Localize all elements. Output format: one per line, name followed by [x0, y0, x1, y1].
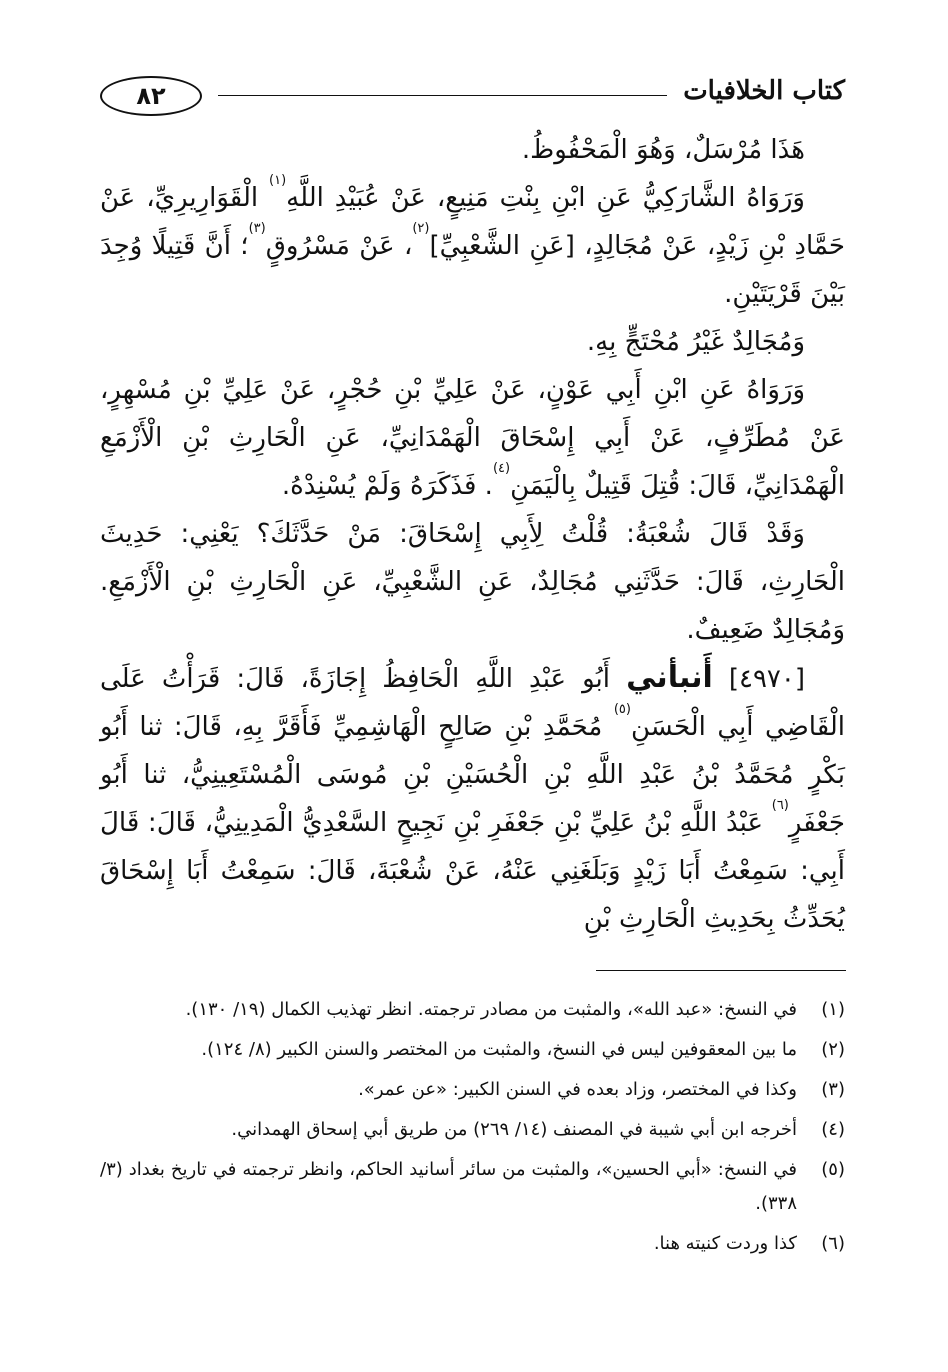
text-run: . فَذَكَرَهُ وَلَمْ يُسْنِدْهُ. [281, 471, 493, 501]
text-run: الْقَوَارِيرِيِّ، عَنْ حَمَّادِ بْنِ زَيْدٍ، عَنْ مُجَالِدٍ، [عَنِ الشَّعْبِيِّ] [100, 183, 845, 261]
footnote-ref: (٤) [492, 461, 511, 476]
hadith-number: [٤٩٧٠] [728, 664, 805, 694]
main-text [100, 126, 845, 943]
text-run: مُحَمَّدِ بْنِ صَالِحٍ الْهَاشِمِيِّ فَأَقَرَّ بِهِ، قَالَ: ثنا أَبُو بَكْرٍ مُحَمَّدُ بْنُ عَبْدِ اللَّهِ بْنِ الْحُسَيْنِ بْنِ مُوسَى الْمُسْتَعِينِيُّ، ثنا أَبُو جَعْفَرٍ [100, 712, 845, 838]
footnote-ref: (٥) [613, 702, 631, 717]
footnote-ref: (٢) [412, 221, 430, 236]
footnote-text: ما بين المعقوفين ليس في النسخ، والمثبت من المختصر والسنن الكبير (٨/ ١٢٤). [201, 1039, 797, 1060]
footnote-separator [596, 970, 846, 971]
page-number: ٨٢ [136, 82, 166, 110]
paragraph [100, 318, 845, 366]
header-rule [218, 95, 667, 96]
footnote-number: (٣) [821, 1079, 845, 1100]
footnote-text: وكذا في المختصر، وزاد بعده في السنن الكبير: «عن عمر». [358, 1079, 797, 1100]
footnote-item [100, 1227, 845, 1261]
book-title: كتاب الخلافيات [683, 76, 845, 106]
text-run: عَبْدُ اللَّهِ بْنُ عَلِيِّ بْنِ جَعْفَرِ بْنِ نَجِيحٍ السَّعْدِيُّ الْمَدِينِيُّ، قَالَ: قَالَ أَبِي: سَمِعْتُ أَبَا زَيْدٍ وَبَلَغَنِي عَنْهُ، عَنْ شُعْبَةَ، قَالَ: سَمِعْتُ أَبَا إِسْحَاقَ يُحَدِّثُ بِحَدِيثِ الْحَارِثِ بْنِ [100, 808, 845, 934]
footnote-item [100, 1073, 845, 1107]
footnote-number: (٦) [821, 1233, 845, 1254]
paragraph [100, 174, 845, 318]
text-run: وَقَدْ قَالَ شُعْبَةُ: قُلْتُ لِأَبِي إِسْحَاقَ: مَنْ حَدَّثَكَ؟ يَعْنِي: حَدِيثَ الْحَارِثِ، قَالَ: حَدَّثَنِي مُجَالِدٌ، عَنِ الشَّعْبِيِّ، عَنِ الْحَارِثِ بْنِ الْأَزْمَعِ. وَمُجَالِدٌ ضَعِيفٌ. [100, 519, 845, 645]
footnote-item [100, 1113, 845, 1147]
text-run: أَبُو عَبْدِ اللَّهِ الْحَافِظُ إِجَازَةً، قَالَ: قَرَأْتُ عَلَى الْقَاضِي أَبِي الْحَسَنِ [100, 664, 845, 742]
text-run: وَرَوَاهُ عَنِ ابْنِ أَبِي عَوْنٍ، عَنْ عَلِيِّ بْنِ حُجْرٍ، عَنْ عَلِيِّ بْنِ مُسْهِرٍ، عَنْ مُطَرِّفٍ، عَنْ أَبِي إِسْحَاقَ الْهَمْدَانِيِّ، عَنِ الْحَارِثِ بْنِ الْأَزْمَعِ الْهَمْدَانِيِّ، قَالَ: قُتِلَ قَتِيلٌ بِالْيَمَنِ [100, 375, 845, 501]
footnote-text: في النسخ: «عبد الله»، والمثبت من مصادر ترجمته. انظر تهذيب الكمال (١٩/ ١٣٠). [185, 999, 797, 1020]
paragraph [100, 510, 845, 654]
text-run: ؛ أَنَّ قَتِيلًا وُجِدَ بَيْنَ قَرْيَتَيْنِ. [100, 231, 845, 309]
paragraph [100, 126, 845, 174]
footnote-text: في النسخ: «أبي الحسين»، والمثبت من سائر أسانيد الحاكم، وانظر ترجمته في تاريخ بغداد (٣/ ٣٣٨). [100, 1159, 797, 1214]
text-run: وَمُجَالِدٌ غَيْرُ مُحْتَجٍّ بِهِ. [586, 327, 805, 357]
footnote-item [100, 1153, 845, 1221]
footnote-text: كذا وردت كنيته هنا. [653, 1233, 797, 1254]
paragraph [100, 654, 845, 943]
footnote-number: (٥) [821, 1159, 845, 1180]
footnote-item [100, 1033, 845, 1067]
footnote-ref: (١) [269, 173, 287, 188]
footnote-number: (٢) [821, 1039, 845, 1060]
footnote-number: (٤) [821, 1119, 845, 1140]
text-run: ، عَنْ مَسْرُوقٍ [265, 231, 413, 261]
footnotes [100, 993, 845, 1267]
page-header [100, 70, 845, 122]
text-run: وَرَوَاهُ الشَّارَكِيُّ عَنِ ابْنِ بِنْتِ مَنِيعٍ، عَنْ عُبَيْدِ اللَّهِ [286, 183, 805, 213]
footnote-ref: (٣) [248, 221, 266, 236]
footnote-item [100, 993, 845, 1027]
footnote-text: أخرجه ابن أبي شيبة في المصنف (١٤/ ٢٦٩) من طريق أبي إسحاق الهمداني. [231, 1119, 797, 1140]
page-number-badge [100, 76, 202, 116]
anbana-word: أَنبأني [626, 660, 713, 695]
paragraph [100, 366, 845, 510]
text-run: هَذَا مُرْسَلٌ، وَهُوَ الْمَحْفُوظُ. [521, 135, 805, 165]
footnote-ref: (٦) [771, 798, 789, 813]
footnote-number: (١) [821, 999, 845, 1020]
